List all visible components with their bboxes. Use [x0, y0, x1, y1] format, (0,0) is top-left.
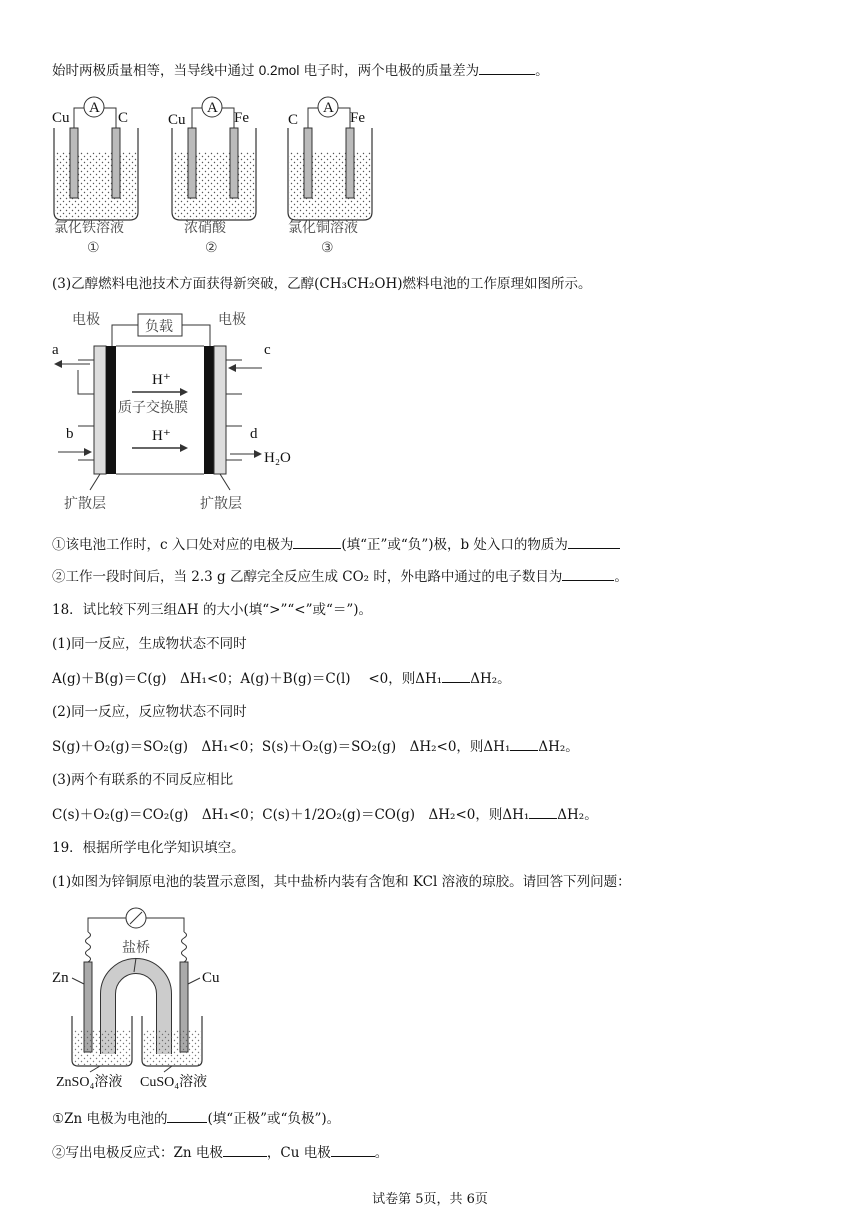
- port-d-label: d: [250, 426, 258, 442]
- cu-label: Cu: [202, 970, 220, 986]
- text: 。: [614, 569, 628, 585]
- solution-label: 氯化铜溶液: [288, 220, 358, 236]
- answer-blank[interactable]: [479, 60, 535, 75]
- proton-label-top: H⁺: [152, 372, 171, 388]
- salt-bridge-label: 盐桥: [122, 940, 150, 956]
- q18-eq3: [52, 804, 598, 825]
- cell-1: [52, 97, 138, 256]
- answer-blank[interactable]: [529, 804, 557, 819]
- text: (填“正极”或“负极”)。: [207, 1111, 341, 1127]
- membrane-label: 质子交换膜: [118, 400, 188, 416]
- port-a-label: a: [52, 342, 59, 358]
- q17-part3-intro: (3)乙醇燃料电池技术方面获得新突破，乙醇(CH₃CH₂OH)燃料电池的工作原理如图所示。: [52, 276, 592, 292]
- coil-right: [182, 932, 187, 962]
- electrode-label-left: 电极: [72, 312, 100, 328]
- solution-label: 浓硝酸: [184, 220, 226, 236]
- solution-label: 氯化铁溶液: [54, 220, 124, 236]
- znso4-label: ZnSO₄溶液: [56, 1075, 123, 1090]
- text: 0.2mol: [258, 63, 300, 78]
- cell-3: [288, 97, 372, 256]
- cell-2: [168, 97, 256, 256]
- coil-left: [86, 932, 91, 962]
- electrode-right: Fe: [234, 110, 249, 126]
- answer-blank[interactable]: [293, 534, 341, 549]
- q17-continuation: [52, 60, 549, 81]
- meter-label: A: [207, 100, 218, 116]
- page-footer: 试卷第 5页，共 6页: [372, 1192, 488, 1207]
- text: 。: [535, 63, 549, 79]
- electrode-left: C: [288, 112, 299, 128]
- zn-label: Zn: [52, 970, 69, 986]
- q18-eq1: [52, 668, 511, 689]
- text: ，Cu 电极: [266, 1145, 331, 1161]
- q19-title: 19．根据所学电化学知识填空。: [52, 840, 245, 856]
- diffusion-label-left: 扩散层: [64, 496, 106, 512]
- q18-eq2: [52, 736, 579, 757]
- answer-blank[interactable]: [167, 1108, 207, 1123]
- q19-part1: (1)如图为锌铜原电池的装置示意图，其中盐桥内装有含饱和 KCl 溶液的琼胶。请回答下列问题：: [52, 874, 631, 890]
- text: ΔH₂。: [557, 807, 598, 823]
- text: ②写出电极反应式：Zn 电极: [52, 1145, 223, 1161]
- port-c-label: c: [264, 342, 271, 358]
- q19-sub1: [52, 1108, 340, 1129]
- answer-blank[interactable]: [442, 668, 470, 683]
- q18-title: 18．试比较下列三组ΔH 的大小(填“>”“<”或“＝”)。: [52, 602, 373, 618]
- cell-number: ③: [321, 240, 334, 256]
- text: ②工作一段时间后，当 2.3 g 乙醇完全反应生成 CO₂ 时，外电路中通过的电子数目为: [52, 569, 563, 585]
- q17-part3-sub1: [52, 534, 620, 555]
- text: ①Zn 电极为电池的: [52, 1111, 168, 1127]
- answer-blank[interactable]: [510, 736, 538, 751]
- galvanic-cells-figure: [50, 92, 390, 262]
- cuso4-label: CuSO₄溶液: [140, 1075, 208, 1090]
- text: 。: [374, 1145, 389, 1161]
- electrode-right: C: [118, 110, 129, 126]
- q19-sub2: [52, 1142, 388, 1163]
- electrode-label-right: 电极: [218, 312, 246, 328]
- answer-blank[interactable]: [223, 1142, 267, 1157]
- electrode-left: Cu: [168, 112, 186, 128]
- electrode-right: Fe: [350, 110, 365, 126]
- text: 电子时，两个电极的质量差为: [303, 63, 480, 79]
- text: 始时两极质量相等，当导线中通过: [52, 63, 255, 79]
- answer-blank[interactable]: [562, 566, 614, 581]
- zn-cu-cell-figure: [50, 904, 240, 1090]
- port-b-label: b: [66, 426, 74, 442]
- cell-number: ①: [87, 240, 100, 256]
- q18-part1: (1)同一反应，生成物状态不同时: [52, 636, 247, 652]
- cell-number: ②: [205, 240, 218, 256]
- text: ΔH₂。: [538, 739, 579, 755]
- proton-label-bottom: H⁺: [152, 428, 171, 444]
- q17-part3-sub2: [52, 566, 628, 587]
- meter-label: A: [89, 100, 100, 116]
- answer-blank[interactable]: [331, 1142, 375, 1157]
- diffusion-label-right: 扩散层: [200, 496, 242, 512]
- meter-label: A: [323, 100, 334, 116]
- water-label: H₂O: [264, 450, 291, 466]
- electrode-left: Cu: [52, 110, 70, 126]
- text: ①该电池工作时，c 入口处对应的电极为: [52, 537, 294, 553]
- text: S(g)＋O₂(g)＝SO₂(g) ΔH₁<0；S(s)＋O₂(g)＝SO₂(g) ΔH₂<0，则ΔH₁: [52, 739, 511, 755]
- load-label: 负载: [145, 319, 173, 335]
- fuel-cell-figure: [50, 304, 300, 520]
- text: (填“正”或“负”)极，b 处入口的物质为: [341, 537, 568, 553]
- q18-part3: (3)两个有联系的不同反应相比: [52, 772, 234, 788]
- text: ΔH₂。: [470, 671, 511, 687]
- q18-part2: (2)同一反应，反应物状态不同时: [52, 704, 247, 720]
- answer-blank[interactable]: [568, 534, 620, 549]
- text: A(g)＋B(g)＝C(g) ΔH₁<0；A(g)＋B(g)＝C(l) <0，则ΔH₁: [52, 671, 443, 687]
- text: C(s)＋O₂(g)＝CO₂(g) ΔH₁<0；C(s)＋1/2O₂(g)＝CO(g) ΔH₂<0，则ΔH₁: [52, 807, 530, 823]
